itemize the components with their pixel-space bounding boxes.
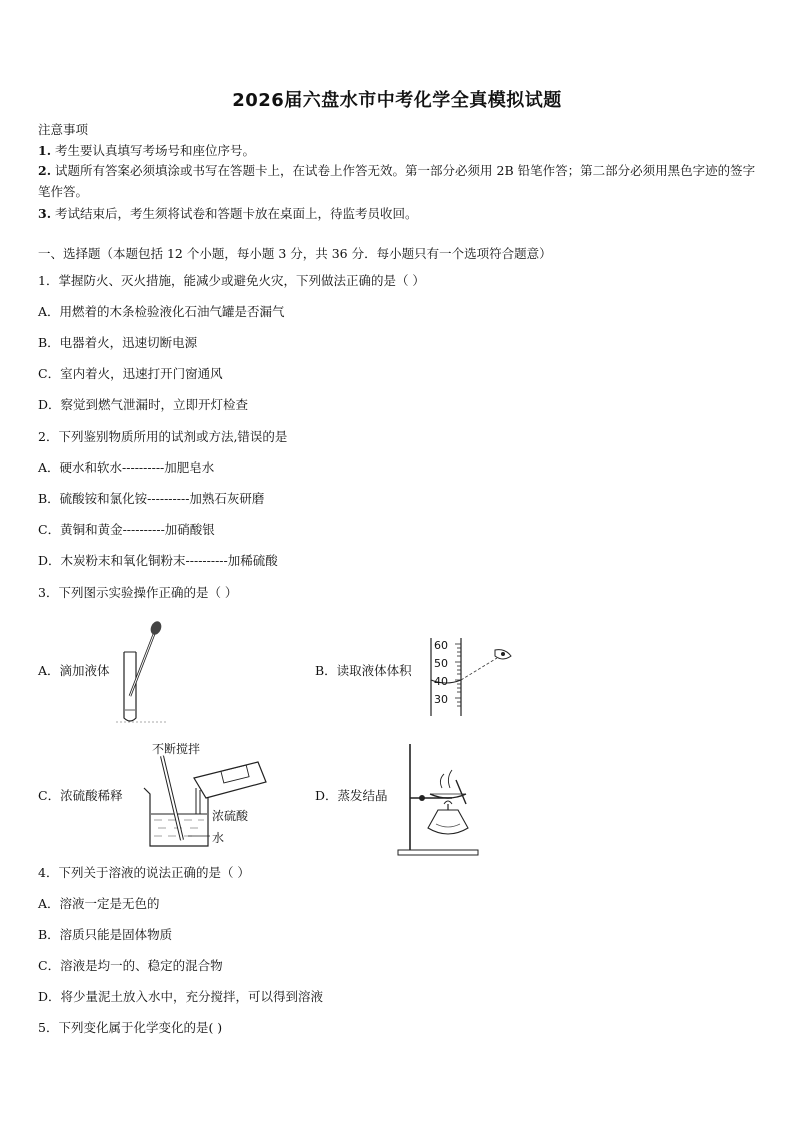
stir-label: 不断搅拌 [152,742,201,756]
note-number: 1. [38,143,52,158]
question-3-option-c: C．浓硫酸稀释 [38,788,123,803]
question-2-option-c: C．黄铜和黄金----------加硝酸银 [38,522,215,537]
section-heading: 一、选择题（本题包括 12 个小题，每小题 3 分，共 36 分．每小题只有一个选项符合题意） [38,246,552,261]
question-2-option-b: B．硫酸铵和氯化铵----------加熟石灰研磨 [38,491,265,506]
notes-heading: 注意事项 [38,122,89,137]
question-3-option-b: B．读取液体体积 [315,663,412,678]
question-4-option-b: B．溶质只能是固体物质 [38,927,173,942]
page-title: 2026届六盘水市中考化学全真模拟试题 [232,90,562,111]
acid-dilution-figure [140,752,270,852]
question-1-option-c: C．室内着火，迅速打开门窗通风 [38,366,223,381]
evaporation-figure [392,740,492,858]
question-2-stem: 2．下列鉴别物质所用的试剂或方法,错误的是 [38,429,288,444]
question-1-option-a: A．用燃着的木条检验液化石油气罐是否漏气 [38,304,285,319]
question-3-option-d: D．蒸发结晶 [315,788,388,803]
note-item-1 [38,142,255,159]
scale-label-50: 50 [434,657,448,670]
scale-label-30: 30 [434,693,448,706]
question-4-option-c: C．溶液是均一的、稳定的混合物 [38,958,223,973]
question-4-stem: 4．下列关于溶液的说法正确的是（ ） [38,865,250,880]
question-2-option-d: D．木炭粉末和氧化铜粉末----------加稀硫酸 [38,553,278,568]
question-5-stem: 5．下列变化属于化学变化的是( ) [38,1020,223,1035]
question-2-option-a: A．硬水和软水----------加肥皂水 [38,460,215,475]
note-number: 2. [38,163,52,178]
question-3-stem: 3．下列图示实验操作正确的是（ ） [38,585,238,600]
scale-label-60: 60 [434,639,448,652]
note-text: 考试结束后，考生须将试卷和答题卡放在桌面上，待监考员收回。 [55,206,418,221]
note-text: 考生要认真填写考场号和座位序号。 [55,143,256,158]
question-1-option-b: B．电器着火，迅速切断电源 [38,335,198,350]
note-item-3 [38,205,418,222]
question-1-option-d: D．察觉到燃气泄漏时，立即开灯检查 [38,397,249,412]
question-4-option-a: A．溶液一定是无色的 [38,896,160,911]
scale-label-40: 40 [434,675,448,688]
question-3-option-a: A．滴加液体 [38,663,110,678]
acid-label: 浓硫酸 [212,809,249,823]
question-1-stem: 1．掌握防火、灭火措施，能减少或避免火灾，下列做法正确的是（ ） [38,273,425,288]
note-text: 试题所有答案必须填涂或书写在答题卡上，在试卷上作答无效。第一部分必须用 2B 铅笔作答；第二部分必须用黑色字迹的签字笔作答。 [38,163,756,199]
dropper-figure [110,618,170,726]
note-item-2 [38,160,762,202]
question-4-option-d: D．将少量泥土放入水中，充分搅拌，可以得到溶液 [38,989,324,1004]
note-number: 3. [38,206,52,221]
water-label: 水 [212,831,225,845]
